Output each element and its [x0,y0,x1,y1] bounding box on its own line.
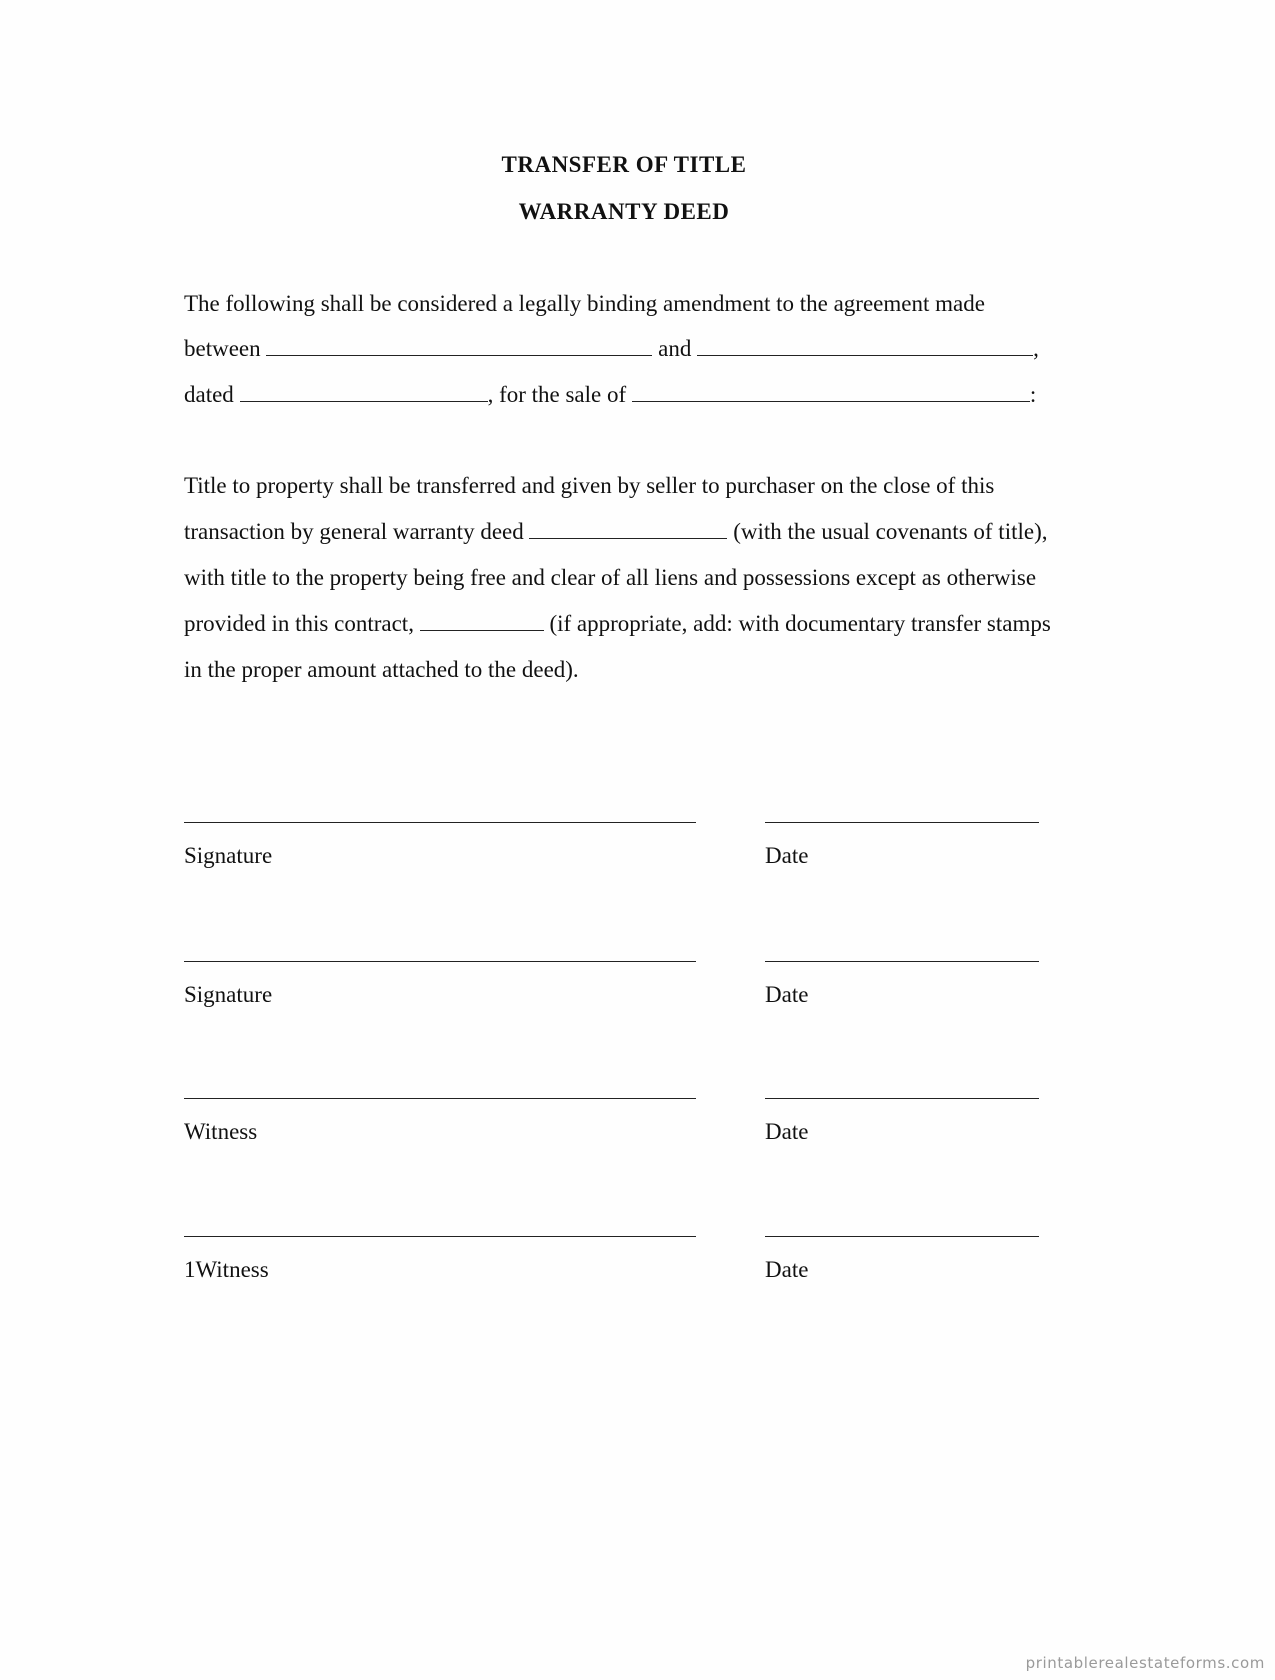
signature-label-2: Signature [184,982,273,1007]
amendment-line-2 [184,336,1039,362]
transfer-text-5: in the proper amount attached to the deed). [184,657,579,682]
amendment-text: The following shall be considered a legally binding amendment to the agreement made [184,291,985,316]
contract-blank[interactable] [420,612,544,631]
party-two-blank[interactable] [697,337,1033,356]
date-label-3: Date [765,1119,809,1144]
signature-line-2[interactable] [184,961,696,962]
witness-label-2: 1Witness [184,1257,269,1282]
date-line-3[interactable] [765,1098,1039,1099]
title-transfer-line-5 [184,657,579,683]
witness-label-1: Witness [184,1119,258,1144]
watermark-footer: printablerealestateforms.com [1025,1654,1265,1672]
title-transfer-line-2 [184,519,1048,545]
date-label-4: Date [765,1257,809,1282]
document-title: TRANSFER OF TITLE [501,152,747,177]
transfer-text-3: with title to the property being free and clear of all liens and possessions except as otherwise [184,565,1037,590]
date-line-1[interactable] [765,822,1039,823]
title-transfer-line-1 [184,473,994,499]
date-line-4[interactable] [765,1236,1039,1237]
party-one-blank[interactable] [266,337,652,356]
amendment-line-1 [184,291,985,317]
between-label: between [184,336,261,361]
date-label-2: Date [765,982,809,1007]
title-transfer-line-3 [184,565,1036,591]
transfer-text-4b: (if appropriate, add: with documentary transfer stamps [549,611,1051,636]
and-label: and [658,336,692,361]
date-blank[interactable] [240,383,488,402]
dated-label: dated [184,382,234,407]
document-subtitle: WARRANTY DEED [518,199,730,224]
deed-blank[interactable] [529,520,727,539]
date-line-2[interactable] [765,961,1039,962]
transfer-text-1: Title to property shall be transferred and given by seller to purchaser on the close of this [184,473,995,498]
signature-line-1[interactable] [184,822,696,823]
property-blank[interactable] [632,383,1030,402]
transfer-text-2b: (with the usual covenants of title), [733,519,1048,544]
transfer-text-4a: provided in this contract, [184,611,414,636]
colon-label: : [1029,382,1037,407]
witness-line-1[interactable] [184,1098,696,1099]
title-transfer-line-4 [184,611,1051,637]
amendment-line-3 [184,382,1036,408]
signature-label-1: Signature [184,843,273,868]
sale-of-label: , for the sale of [487,382,627,407]
transfer-text-2a: transaction by general warranty deed [184,519,524,544]
witness-line-2[interactable] [184,1236,696,1237]
date-label-1: Date [765,843,809,868]
comma-label: , [1033,336,1039,361]
